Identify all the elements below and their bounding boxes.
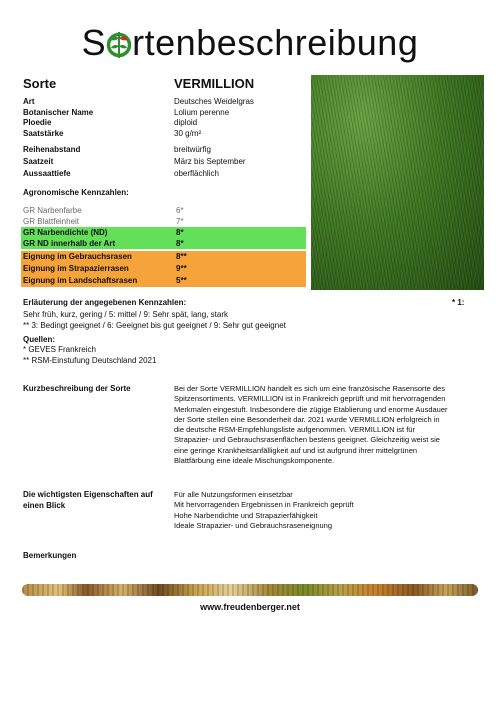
quellen-line: * GEVES Frankreich — [23, 345, 96, 354]
kennzahl-key: GR Narbendichte (ND) — [23, 227, 108, 237]
seed-logo-icon — [106, 25, 132, 55]
page-title — [0, 22, 500, 64]
kurzbeschreibung-line: die deutsche RSM-Empfehlungsliste aufgenommen. VERMILLION ist für — [174, 425, 415, 435]
title-part-1: S — [81, 22, 107, 63]
quellen-line: ** RSM-Einstufung Deutschland 2021 — [23, 356, 157, 365]
kurzbeschreibung-heading: Kurzbeschreibung der Sorte — [23, 384, 131, 393]
title-part-2: rtenbeschreibung — [132, 22, 419, 63]
property-key: Ploedie — [23, 118, 52, 127]
property-value: 30 g/m² — [174, 128, 202, 138]
kennzahl-value: 6* — [176, 206, 184, 215]
quellen-heading: Quellen: — [23, 335, 56, 344]
kurzbeschreibung-text — [174, 384, 486, 466]
kennzahl-value: 8* — [176, 227, 184, 237]
kurzbeschreibung-line: Merkmalen eingestuft. Insbesondere die zügige Etablierung und enorme Ausdauer — [174, 404, 448, 414]
kennzahl-value: 8** — [176, 252, 187, 261]
eigenschaften-list — [174, 490, 486, 531]
kennzahl-key: GR ND innerhalb der Art — [23, 238, 116, 248]
kennzahl-value: 7* — [176, 216, 184, 226]
kennzahl-key: Eignung im Landschaftsrasen — [23, 276, 138, 285]
kurzbeschreibung-line: Blattfärbung eine ideale Mischungskomponente. — [174, 456, 335, 466]
kurzbeschreibung-line: Strapazier- und Gebrauchsrasenflächen bestens geeignet. Gleichzeitig weist sie — [174, 435, 440, 445]
kurzbeschreibung-line: der Sorte stellen eine Besonderheit dar. 2021 wurde VERMILLION erfolgreich in — [174, 414, 440, 424]
property-key: Reihenabstand — [23, 145, 81, 154]
property-value: März bis September — [174, 157, 246, 166]
bemerkungen-heading: Bemerkungen — [23, 551, 77, 560]
eigenschaften-item: Für alle Nutzungsformen einsetzbar — [174, 490, 293, 499]
seed-logo-svg — [106, 28, 132, 58]
property-key: Aussaattiefe — [23, 169, 71, 178]
erlaeuterung-marker: * 1: — [452, 298, 465, 307]
grass-image — [311, 75, 484, 290]
erlaeuterung-line: Sehr früh, kurz, gering / 5: mittel / 9: Sehr spät, lang, stark — [23, 310, 228, 319]
property-value: Deutsches Weidelgras — [174, 97, 254, 106]
property-key: Saatstärke — [23, 128, 64, 138]
property-key: Botanischer Name — [23, 107, 94, 117]
eigenschaften-heading-line: einen Blick — [23, 501, 66, 510]
agronomic-heading: Agronomische Kennzahlen: — [23, 188, 129, 197]
eigenschaften-heading-line: Die wichtigsten Eigenschaften auf — [23, 490, 153, 499]
kurzbeschreibung-line: Bei der Sorte VERMILLION handelt es sich um eine französische Rasensorte des — [174, 384, 445, 393]
sorte-value: VERMILLION — [174, 76, 255, 91]
seed-strip-image — [22, 584, 478, 596]
erlaeuterung-heading: Erläuterung der angegebenen Kennzahlen: — [23, 298, 187, 307]
property-value: Lolium perenne — [174, 107, 230, 117]
property-value: oberflächlich — [174, 169, 219, 178]
kennzahl-key: Eignung im Gebrauchsrasen — [23, 252, 132, 261]
erlaeuterung-line: ** 3: Bedingt geeignet / 6: Geeignet bis gut geeignet / 9: Sehr gut geeignet — [23, 321, 286, 330]
eigenschaften-item: Mit hervorragenden Ergebnissen in Frankreich geprüft — [174, 500, 354, 510]
property-key: Art — [23, 97, 35, 106]
kurzbeschreibung-line: Spitzensortiments. VERMILLION ist in Frankreich geprüft und mit hervorragenden — [174, 394, 446, 404]
property-value: diploid — [174, 118, 198, 127]
kennzahl-key: GR Narbenfarbe — [23, 206, 82, 215]
kennzahl-key: Eignung im Strapazierrasen — [23, 264, 129, 273]
kennzahl-key: GR Blattfeinheit — [23, 216, 80, 226]
website-link[interactable]: www.freudenberger.net — [200, 602, 300, 612]
eigenschaften-item: Hohe Narbendichte und Strapazierfähigkeit — [174, 510, 318, 520]
eigenschaften-item: Ideale Strapazier- und Gebrauchsraseneignung — [174, 520, 333, 530]
kennzahl-value: 9** — [176, 264, 187, 273]
property-key: Saatzeit — [23, 157, 54, 166]
property-value: breitwürfig — [174, 145, 211, 154]
kurzbeschreibung-line: eine geringe Krankheitsanfälligkeit auf und ist aufgrund ihrer mittelgrünen — [174, 445, 418, 455]
sorte-label: Sorte — [23, 76, 57, 91]
kennzahl-value: 5** — [176, 276, 187, 285]
kennzahl-value: 8* — [176, 238, 184, 248]
